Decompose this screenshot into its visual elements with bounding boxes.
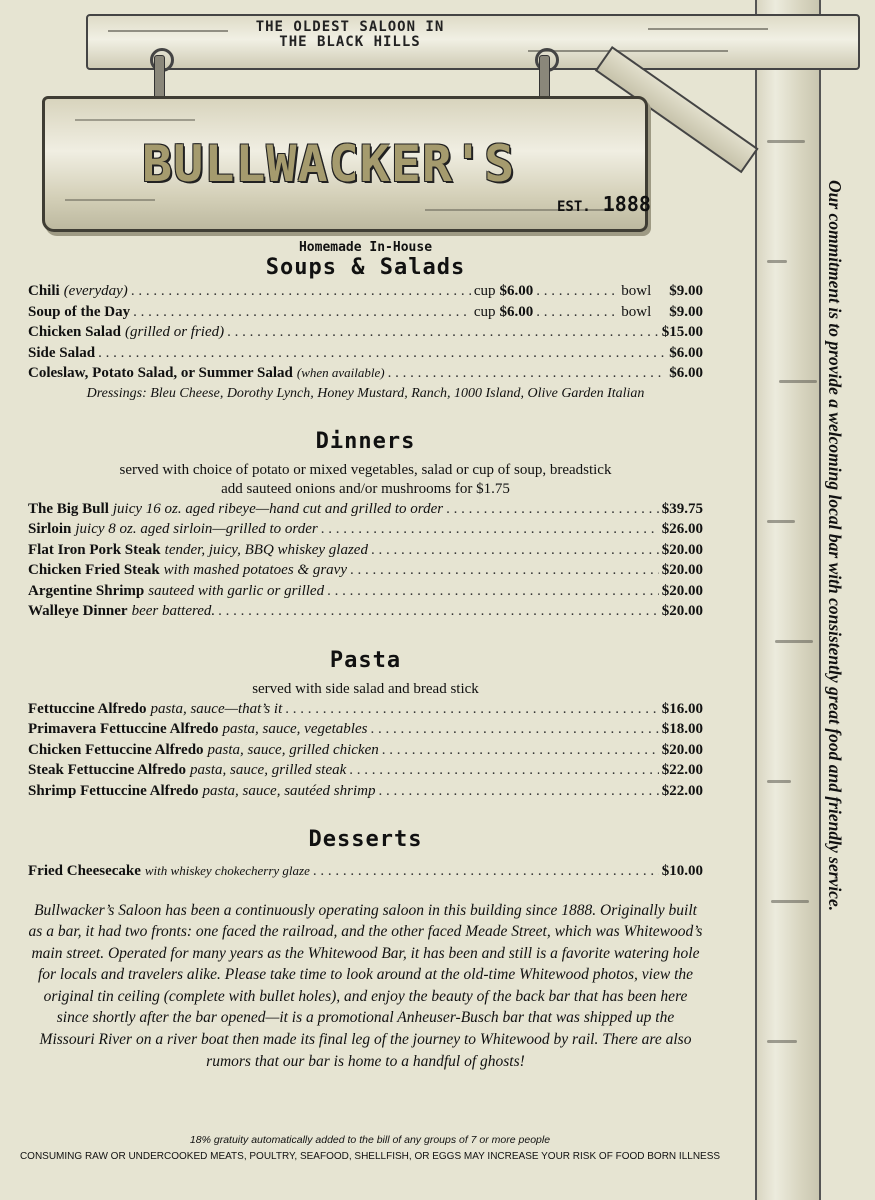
item-price: $15.00 — [661, 324, 703, 340]
item-name: Sirloin — [28, 521, 72, 537]
cup-price: $6.00 — [499, 303, 534, 320]
item-price: $6.00 — [669, 365, 703, 381]
tagline-line-2: THE BLACK HILLS — [279, 34, 421, 50]
menu-item-chicken-fried-steak — [28, 560, 703, 581]
bowl-label: bowl — [621, 283, 652, 299]
pasta-note: served with side salad and bread stick — [252, 680, 479, 697]
leader-dots — [378, 781, 658, 802]
sign-post — [755, 0, 821, 1200]
menu-item-soup-of-the-day — [28, 302, 703, 323]
est-label: EST. — [557, 199, 591, 215]
menu-item-coleslaw-potato-summer-salad — [28, 363, 703, 384]
item-desc: (everyday) — [63, 283, 128, 299]
item-name: The Big Bull — [28, 500, 109, 517]
leader-dots — [370, 719, 658, 740]
item-name: Walleye Dinner — [28, 603, 128, 619]
item-name: Flat Iron Pork Steak — [28, 541, 161, 558]
item-price: $10.00 — [661, 863, 703, 879]
section-title-pasta: Pasta — [329, 647, 402, 673]
leader-dots — [371, 540, 659, 561]
item-desc: beer battered. — [131, 603, 216, 619]
item-price: $16.00 — [661, 700, 703, 717]
leader-dots — [382, 740, 659, 761]
menu-item-chicken-fettuccine — [28, 740, 703, 761]
menu-item-chili — [28, 281, 703, 302]
cup-label: cup — [473, 283, 496, 299]
item-desc: sauteed with garlic or grilled — [148, 582, 325, 599]
tagline-line-1: THE OLDEST SALOON IN — [255, 19, 445, 35]
saloon-history: Bullwacker’s Saloon has been a continuously operating saloon in this building since 1888. Originally built as a bar, it had two fronts: one faced the railroad, and the other faced Meade Street, which was Whitewood’s main street. Operated for many years as the Whitewood Bar, it has been and still is a favorite watering hole for locals and travelers alike. Please take time to look around at the old-time Whitewood photos, view the original tin ceiling (complete with bullet holes), and enjoy the beauty of the back bar that has been here since shortly after the bar opened—it is a promotional Anheuser-Busch bar that was shipped up the Missouri River on a river boat then made its final leg of the journey to Whitewood by rail. There are also rumors that our bar is home to a handful of ghosts! — [28, 901, 703, 1070]
item-price: $22.00 — [661, 782, 703, 799]
item-name: Chicken Fried Steak — [28, 562, 160, 578]
item-name: Chili — [28, 283, 60, 299]
menu — [28, 236, 703, 1072]
item-name: Primavera Fettuccine Alfredo — [28, 721, 219, 737]
est-year: 1888 — [602, 192, 651, 216]
item-desc: tender, juicy, BBQ whiskey glazed — [164, 541, 368, 558]
dinners-note-1: served with choice of potato or mixed vegetables, salad or cup of soup, breadstick — [119, 461, 612, 478]
menu-item-argentine-shrimp — [28, 581, 703, 602]
bowl-price: $9.00 — [669, 303, 703, 320]
item-name: Soup of the Day — [28, 303, 131, 320]
menu-item-sirloin — [28, 519, 703, 540]
item-name: Argentine Shrimp — [28, 582, 145, 599]
item-name: Steak Fettuccine Alfredo — [28, 762, 187, 778]
menu-item-fried-cheesecake — [28, 861, 703, 882]
item-desc: (grilled or fried) — [124, 324, 225, 340]
menu-item-walleye-dinner — [28, 601, 703, 622]
established-year — [557, 192, 651, 216]
leader-dots — [536, 281, 618, 302]
sign-tagline — [190, 20, 510, 50]
leader-dots — [133, 302, 471, 323]
item-price: $20.00 — [661, 541, 703, 558]
item-desc: pasta, sauce, sautéed shrimp — [202, 782, 376, 799]
menu-item-steak-fettuccine — [28, 760, 703, 781]
gratuity-note: 18% gratuity automatically added to the bill of any groups of 7 or more people — [189, 1134, 551, 1146]
item-desc: pasta, sauce, grilled steak — [190, 762, 347, 778]
leader-dots — [98, 343, 666, 364]
item-name: Side Salad — [28, 344, 96, 361]
item-price: $18.00 — [661, 721, 703, 737]
leader-dots — [313, 861, 659, 882]
section-title-dinners: Dinners — [315, 428, 416, 454]
leader-dots — [321, 519, 659, 540]
leader-dots — [285, 699, 658, 720]
menu-item-chicken-salad — [28, 322, 703, 343]
item-desc: with mashed potatoes & gravy — [163, 562, 347, 578]
item-desc: pasta, sauce—that’s it — [150, 700, 283, 717]
soups-kicker: Homemade In-House — [298, 240, 433, 255]
menu-item-primavera-fettuccine — [28, 719, 703, 740]
leader-dots — [131, 281, 471, 302]
item-name: Chicken Fettuccine Alfredo — [28, 741, 204, 758]
section-title-desserts: Desserts — [308, 827, 423, 852]
item-price: $6.00 — [669, 344, 703, 361]
item-price: $20.00 — [661, 741, 703, 758]
item-price: $20.00 — [661, 603, 703, 619]
cup-label: cup — [473, 303, 496, 320]
menu-item-side-salad — [28, 343, 703, 364]
bowl-label: bowl — [621, 303, 652, 320]
menu-item-fettuccine-alfredo — [28, 699, 703, 720]
dressings-note: Dressings: Bleu Cheese, Dorothy Lynch, Honey Mustard, Ranch, 1000 Island, Olive Garden Italian — [86, 385, 645, 401]
leader-dots — [349, 760, 658, 781]
item-name: Fettuccine Alfredo — [28, 700, 147, 717]
leader-dots — [536, 302, 618, 323]
menu-item-shrimp-fettuccine — [28, 781, 703, 802]
item-desc: juicy 8 oz. aged sirloin—grilled to order — [75, 521, 318, 537]
item-price: $22.00 — [661, 762, 703, 778]
leader-dots — [350, 560, 659, 581]
item-name: Fried Cheesecake — [28, 863, 141, 879]
leader-dots — [218, 601, 659, 622]
item-name: Coleslaw, Potato Salad, or Summer Salad — [28, 365, 293, 381]
commitment-slogan: Our commitment is to provide a welcoming local bar with consistently great food and friendly service. — [825, 180, 845, 912]
leader-dots — [227, 322, 659, 343]
section-title-soups-salads: Soups & Salads — [265, 255, 466, 280]
item-name: Shrimp Fettuccine Alfredo — [28, 782, 199, 799]
item-desc: juicy 16 oz. aged ribeye—hand cut and grilled to order — [112, 500, 444, 517]
item-price: $20.00 — [661, 562, 703, 578]
menu-item-big-bull — [28, 499, 703, 520]
cup-price: $6.00 — [499, 283, 534, 299]
item-desc: with whiskey chokecherry glaze — [144, 863, 310, 878]
item-desc: pasta, sauce, vegetables — [222, 721, 368, 737]
item-name: Chicken Salad — [28, 324, 121, 340]
item-price: $20.00 — [661, 582, 703, 599]
leader-dots — [446, 499, 659, 520]
bowl-price: $9.00 — [669, 283, 703, 299]
item-price: $26.00 — [661, 521, 703, 537]
leader-dots — [327, 581, 659, 602]
brand-name: BULLWACKER'S — [142, 135, 516, 193]
food-safety-warning: CONSUMING RAW OR UNDERCOOKED MEATS, POULTRY, SEAFOOD, SHELLFISH, OR EGGS MAY INCREASE YOUR RISK OF FOOD BORN ILLNESS — [19, 1151, 721, 1162]
dinners-note-2: add sauteed onions and/or mushrooms for $1.75 — [221, 480, 510, 497]
item-desc: pasta, sauce, grilled chicken — [207, 741, 379, 758]
item-price: $39.75 — [661, 500, 703, 517]
menu-item-flat-iron-pork-steak — [28, 540, 703, 561]
leader-dots — [388, 363, 667, 384]
item-desc: (when available) — [296, 365, 385, 380]
